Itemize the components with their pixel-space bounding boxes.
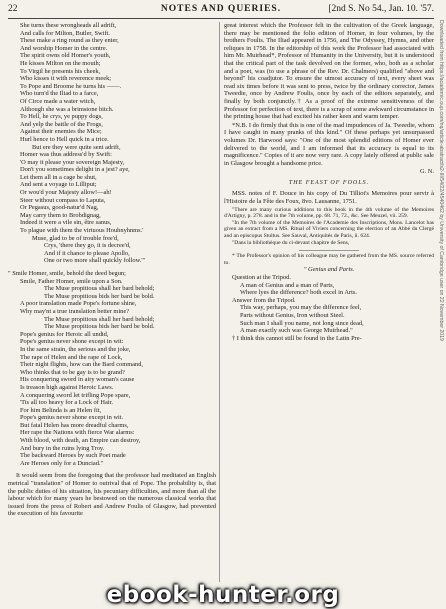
verse-line: The rape of Helen and the rape of Lock, <box>20 353 123 361</box>
verse-line: And yelp the battle of the Frogs, <box>20 120 103 128</box>
verse-line: For him Belinda is an Helen fit, <box>20 406 102 414</box>
verse-line: A man of Genius and a man of Parts, <box>240 281 335 289</box>
note-paragraph: "There are many curious additions to this book in the 4th volume of the Memoires d'Artigny, p. 278. and in the 7th volume, pp. 68. 71, 72., &c. See Meuzel, vii. 259. <box>224 206 434 220</box>
verse-line: But fatal Helen has more dreadful charms, <box>20 421 129 429</box>
verse-line: A conquering sword let trifling Pope spare, <box>20 391 131 399</box>
verse-line: Is treason high against Heroic Laws. <box>20 383 114 391</box>
verse-line: Her rape the Nations with fierce War alarms: <box>20 429 135 437</box>
verse-line: These make a ring round as they enter, <box>20 37 119 45</box>
watermark-text: Downloaded from https://academic.oup.com/nq/article-abstract/s2-III/54/22/4540462 by University of Cambridge user on 22 November 2019 <box>438 20 444 341</box>
verse-line: She turns these wrongheads all adrift, <box>20 22 117 29</box>
verse-line: Homer was thus address'd by Swift: <box>20 151 112 159</box>
verse-line: In the same strain, the serious and the joke, <box>20 345 131 353</box>
verse-line: 'O may it please your sovereign Majesty, <box>20 158 125 166</box>
verse-line: With blood, with death, an Empire can destroy, <box>20 437 141 445</box>
verse-line: The backward Heroes by such Poet made <box>20 452 126 460</box>
download-watermark <box>436 20 446 580</box>
verse-line: Let them all in a cage be shut, <box>20 173 97 181</box>
verse-line: To plague with them the virtuous Houhnyhnms.' <box>20 227 144 235</box>
verse-line: Pope's genius never shone except in wit: <box>20 338 124 346</box>
verse-line: Don't you sometimes delight in a jest? aye, <box>20 166 130 174</box>
verse-line: A man exactly such was George Muirhead." <box>240 327 353 335</box>
verse-line: Muse, glad to be of trouble free'd, <box>32 234 119 242</box>
verse-line: Such man I shall you name, not long since dead, <box>240 319 364 327</box>
author-signature: G. N. <box>419 168 434 176</box>
verse-line: Although she was a brimstone bitch. <box>20 105 114 113</box>
verse-line: To Virgil he presents his cheek, <box>20 67 101 75</box>
verse-line: May carry them to Brobdignag, <box>20 211 101 219</box>
note-paragraph: "Dans la bibliothèque du ci-devant chapitre de Sens, <box>232 239 350 246</box>
citation-paragraph: MSS. notes of F. Douce in his copy of Du Tilliot's Memoires pour servir à l'Histoire de la Fête des Foux, 8vo. Lausanne, 1751. <box>224 190 434 206</box>
verse-line: The Muse propitious shall her bard behold; <box>44 315 155 323</box>
body-paragraph: *N.B. I do firmly that this is one of the mad impudences of Ja. Tweedie, whom I have caught in many pranks of this kind." Of these perhaps yet unsurpassed volumes Dr. Harwood says: "One of the most splendid editions of Homer ever delivered to the world, and I am informed that its accuracy is equal to its magnificence." Copies of it are now very rare. A copy lately offered at public sale in Glasgow brought a handsome price. <box>224 121 434 167</box>
subheading: " Genius and Parts. <box>303 266 355 274</box>
verse-line: Are Heroes only for a Dunciad." <box>20 459 104 467</box>
section-title: THE FEAST OF FOOLS. <box>288 179 370 186</box>
verse-line: To Hell, he crys, ye puppy dogs, <box>20 113 103 121</box>
right-column <box>224 22 434 342</box>
poem-stanza-2 <box>8 270 216 467</box>
verse-line: Hurl hence to Hell quick in a trice. <box>20 135 109 143</box>
verse-line: The spirit owns old Homer's youth, <box>20 52 111 60</box>
verse-line: A poor translation made Pope's fortune shine, <box>20 300 137 308</box>
footnote: * The Professor's opinion of his colleague may be gathered from the MS. source referred to. <box>224 253 434 266</box>
verse-line: His conquering sword in airy woman's cause <box>20 376 135 384</box>
verse-line: One or two more shall quickly follow.'" <box>44 257 146 265</box>
journal-title: NOTES AND QUERIES. <box>160 4 282 14</box>
verse-line: Their night flights, how can the Bard command, <box>20 361 143 369</box>
verse-line: This way, perhaps, you may the difference feel, <box>240 304 362 312</box>
verse-line: Who thinks that to be gay is to be grand? <box>20 368 125 376</box>
verse-line: And calls for Milton, Butler, Swift. <box>20 29 110 37</box>
verse-line: The Muse propitious bids her bard be bold. <box>44 323 155 331</box>
poem-stanza-1 <box>8 22 216 265</box>
footnote-rule <box>299 250 359 251</box>
verse-line: But ere they were quite sent adrift, <box>32 143 121 151</box>
verse-line: Against their enemies the Mice; <box>20 128 102 136</box>
verse-line: He kisses Milton on the mouth; <box>20 59 101 67</box>
verse-line: Of Circe made a water witch, <box>20 97 96 105</box>
body-paragraph: great interest which the Professor felt in the cultivation of the Greek language, there may be mentioned the folio edition of Homer, in four volumes, by the brothers Foulis. The Iliad appeared in 1756, and The Odyssey, Hymns, and other reliques in 1758. In the editorship of this work the Professor had associated with him Mr. Muirhead*, Professor of Humanity in the University, but it is understood that the critical part of the task devolved on the former, who, both as a scholar and a poet, was (to use a phrase of the Rev. Dr. Chalmers) qualified "above and beyond" his coadjutor. To ensure the utmost accuracy of text, every sheet was read six times before it was sent to press, twice by the ordinary corrector, James Tweedie, once by Andrew Foulis, once by each of the editors separately, and finally by both conjunctly.† As a proof of the extreme sensitiveness of the Professor for perfection of text, there is a scrap of some awkward circumstance in the printing house that had excited his rather keen and warm temper. <box>224 22 434 121</box>
verse-line: Steer without compass to Laputa, <box>20 196 106 204</box>
banner-text: ebook-hunter.org <box>106 582 340 608</box>
body-paragraph: It would seem from the foregoing that the professor had meditated an English metrical "translation" of Homer to outrival that of Pope. The probability is, that the public duties of his situation, his pecuniary difficulties, and more than all the labour which for many years he bestowed on the numerous classical works that issued from the press of Robert and Andrew Foulis of Glasgow, had prevented the execution of his favourite <box>8 472 216 518</box>
verse-line: And if it chance to please Apollo, <box>44 249 130 257</box>
verse-line: Where lyes the difference? both excel in Arts. <box>240 289 357 297</box>
page-number: 22 <box>8 4 18 14</box>
verse-line: And bury in the ruins lying Troy. <box>20 444 105 452</box>
verse-line: Crys, 'there they go, it is decree'd, <box>44 242 131 250</box>
verse-line: Why may'nt a true translation better mine? <box>20 307 130 315</box>
verse-line: Pope's genius for Heroic all undid, <box>20 330 109 338</box>
issue-info: [2nd S. No 54., Jan. 10. '57. <box>328 4 434 14</box>
verse-line: The Muse propitious shall her bard behold; <box>44 285 155 293</box>
footnote-line: † I think this cannot still be found in the Latin Pre- <box>232 334 362 342</box>
site-banner <box>0 581 446 609</box>
verse-line: 'Tis all too heavy for a Lock of Hair. <box>20 399 114 407</box>
verse-line: To Pope and Broome he turns his ——. <box>20 82 122 90</box>
label: Question at the Tripod. <box>232 274 291 281</box>
verse-line: And worship Homer in the centre. <box>20 44 108 52</box>
verse-line: Smile, Father Homer, smile upon a Son. <box>20 277 123 285</box>
label: Answer from the Tripod. <box>232 296 296 304</box>
verse-line: And sent a voyage to Lilliput; <box>20 181 97 189</box>
verse-line: The Muse propitious bids her bard be bold. <box>44 292 155 300</box>
left-column <box>8 22 216 519</box>
verse-line: Or wou'd your Majesty allow!—ah! <box>20 189 112 197</box>
verse-line: Who turn'd the Iliad to a farce, <box>20 90 99 98</box>
verse-line: " Smile Homer, smile, behold the deed begun; <box>8 270 126 277</box>
verse-line: Pope's genius never shone except in wit. <box>20 414 124 422</box>
column-divider <box>219 22 220 582</box>
page-header <box>8 4 434 19</box>
verse-line: Who kisses it with reverence meek; <box>20 75 112 83</box>
verse-line: Or Pegasus, good-natur'd Nag, <box>20 204 99 212</box>
note-paragraph: "In the 7th volume of the Memoires de l'Academie des Inscriptions, Mons. Lancelot has given an extract from a MS. Ritual of Viviers concerning the election of an Abbé du Clergé and an episcopus Stultus. See Sauval, Antiquités de Paris, ii. 624. <box>224 219 434 240</box>
verse-line: Indeed it were a vile sin, être sanus, <box>20 219 112 227</box>
verse-line: Parts without Genius, Iron without Steel. <box>240 311 345 319</box>
